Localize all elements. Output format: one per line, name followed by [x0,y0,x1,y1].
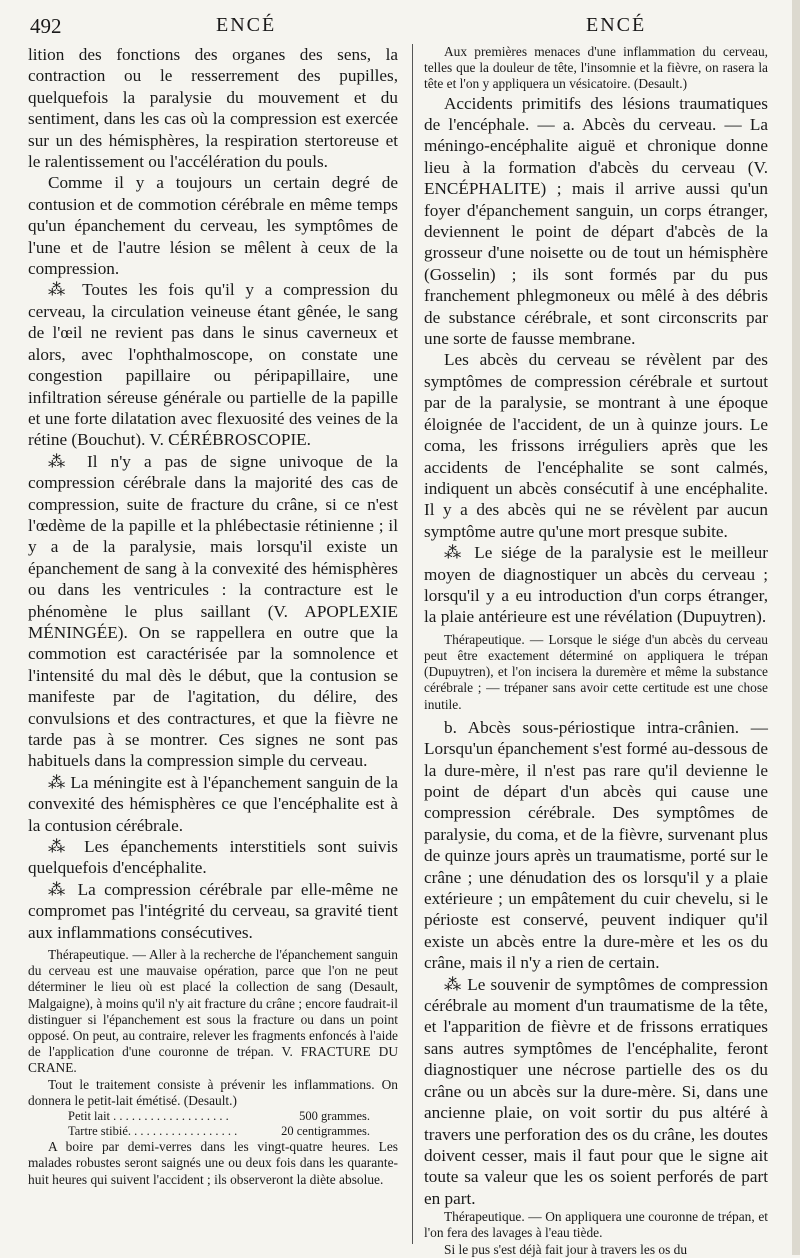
therapeutics-paragraph: Thérapeutique. — Aller à la recherche de l'épanchement sanguin du cerveau est une mauvaise opération, parce que l'on ne peut déterminer le lieu où est placé la collection de sang (Desault, Malgaigne), à moins qu'il n'y ait fracture du crâne ; encore faudrait-il distinguer si l'épanchement est sous la fracture ou dans un point opposé. On peut, au contraire, relever les fragments enfoncés à l'aide de l'application d'une couronne de trépan. V. FRACTURE DU CRANE. [28,947,398,1076]
paragraph: Si le pus s'est déjà fait jour à travers les os du [444,1241,688,1257]
paragraph: ⁂ Toutes les fois qu'il y a compression du cerveau, la circulation veineuse étant gênée, le sang de l'œil ne revient pas dans le sinus caverneux et alors, avec l'ophthalmoscope, on constate une congestion papillaire ou péripapillaire, une infiltration séreuse générale ou partielle de la papille et une forte dilatation avec flexuosité des veines de la rétine (Bouchut). V. CÉRÉBROSCOPIE. [28,280,398,450]
right-column [424,44,768,1258]
running-title-left: ENCÉ [216,14,277,36]
section-paragraph: b. Abcès sous-périostique intra-crânien. — Lorsqu'un épanchement s'est formé au-dessous de la dure-mère, il n'est pas rare qu'il devienne le point de départ d'un abcès qui cause une compression cérébrale. Des symptômes de paralysie, du coma, et de la fièvre, survenant plus de quinze jours après un traumatisme, porté sur le crâne ; une dénudation des os lorsqu'il y a plaie extérieure ; un empâtement du cuir chevelu, si le périoste est conservé, peuvent indiquer qu'il existe un abcès entre la dure-mère et les os du crâne, mais il n'y a rien de certain. [424,717,768,973]
paragraph: ⁂ Le souvenir de symptômes de compression cérébrale au moment d'un traumatisme de la tête, et l'apparition de fièvre et de frissons erratiques sans autres symptômes de l'encéphalite, feront diagnostiquer une nécrose partielle des os du crâne ou un abcès sur la dure-mère. Si, dans une ancienne plaie, on voit sortir du pus altéré à travers une perforation des os du crâne, les doutes doivent cesser, mais il faut pour que le signe ait toute sa valeur que les os soient perforés de part en part. [424,974,768,1208]
paragraph: ⁂ La méningite est à l'épanchement sanguin de la convexité des hémisphères ce que l'encéphalite est à la contusion cérébrale. [28,772,398,835]
prescription-line [28,1124,398,1139]
page-number: 492 [30,14,62,38]
running-header [30,14,786,44]
prescription-dose: 500 grammes. [299,1109,370,1124]
column-rule [412,44,413,1244]
prescription-item: Petit lait . . . . . . . . . . . . . . . . . . . [68,1109,229,1124]
left-column [28,44,398,1188]
therapeutics-paragraph: Thérapeutique. — Lorsque le siége d'un abcès du cerveau peut être exactement déterminé on appliquera le trépan (Dupuytren), et l'on incisera la duremère et même la substance cérébrale ; — trépaner sans avoir cette certitude est une chose inutile. [424,631,768,712]
paragraph: A boire par demi-verres dans les vingt-quatre heures. Les malades robustes seront saignés une ou deux fois dans les quarante-huit heures qui suivent l'accident ; ils observeront la diète absolue. [28,1139,398,1187]
paragraph: Comme il y a toujours un certain degré de contusion et de commotion cérébrale en même temps qu'un épanchement du cerveau, les symptômes de l'une et de l'autre lésion se mêlent à ceux de la compression. [28,173,398,279]
paragraph: ⁂ Les épanchements interstitiels sont suivis quelquefois d'encéphalite. [28,837,398,878]
paragraph: Aux premières menaces d'une inflammation du cerveau, telles que la douleur de tête, l'insomnie et la fièvre, on rasera la tête et l'on y appliquera un vésicatoire. (Desault.) [424,44,768,92]
prescription-line [28,1109,398,1124]
paragraph: ⁂ Il n'y a pas de signe univoque de la compression cérébrale dans la majorité des cas de compression, suite de fracture du crâne, si ce n'est l'œdème de la papille et la phlébectasie rétinienne ; il y a de la paralysie, mais lorsqu'il existe un épanchement de sang à la convexité des hémisphères ou dans les ventricules : la contracture est le phénomène le plus saillant (V. APOPLEXIE MÉNINGÉE). On se rappellera en outre que la commotion est caractérisée par la somnolence et l'intensité du mal dès le début, que la contusion se manifeste par de l'agitation, du délire, des convulsions et des contractures, et que la fièvre ne tarde pas à se montrer. Ces signes ne sont pas habituels dans la compression simple du cerveau. [28,451,398,771]
paragraph: ⁂ Le siége de la paralysie est le meilleur moyen de diagnostiquer un abcès du cerveau ; lorsqu'il y a eu introduction d'un corps étranger, la plaie antérieure est une révélation (Dupuytren). [424,543,768,627]
prescription-dose: 20 centigrammes. [281,1124,370,1139]
paragraph: Les abcès du cerveau se révèlent par des symptômes de compression cérébrale et surtout par de la paralysie, se montrant à une époque éloignée de l'accident, de un à quinze jours. Le coma, les frissons irréguliers après que les accidents de l'encéphalite se sont calmés, indiquent un abcès consécutif à une encéphalite. Il y a des abcès qui ne se révèlent par aucun symptôme autre qu'une mort presque subite. [424,350,768,541]
paragraph: Tout le traitement consiste à prévenir les inflammations. On donnera le petit-lait émétisé. (Desault.) [28,1076,398,1108]
page-edge [792,0,800,1255]
paragraph: ⁂ La compression cérébrale par elle-même ne compromet pas l'intégrité du cerveau, sa gravité tient aux inflammations consécutives. [28,879,398,942]
prescription-item: Tartre stibié. . . . . . . . . . . . . . . . . . [68,1124,238,1139]
section-paragraph: Accidents primitifs des lésions traumatiques de l'encéphale. — a. Abcès du cerveau. — La méningo-encéphalite aiguë et chronique donne lieu à la formation d'abcès du cerveau (V. ENCÉPHALITE) ; mais il arrive aussi qu'un foyer d'épanchement sanguin, un corps étranger, deviennent le point de départ d'abcès de la grosseur d'une noisette ou de tout un hémisphère (Gosselin) ; ils sont formés par du pus franchement phlegmoneux ou mêlé à des débris de substance cérébrale, et sont circonscrits par une sorte de fausse membrane. [424,93,768,349]
paragraph: lition des fonctions des organes des sens, la contraction ou le resserrement des pupilles, quelquefois la paralysie du mouvement et du sentiment, dans les cas où la compression est exercée sur un des hémisphères, la respiration stertoreuse et le ralentissement ou l'accélération du pouls. [28,45,398,172]
running-title-right: ENCÉ [586,14,647,36]
therapeutics-paragraph: Thérapeutique. — On appliquera une couronne de trépan, et l'on fera des lavages à l'eau tiède. [424,1209,768,1241]
